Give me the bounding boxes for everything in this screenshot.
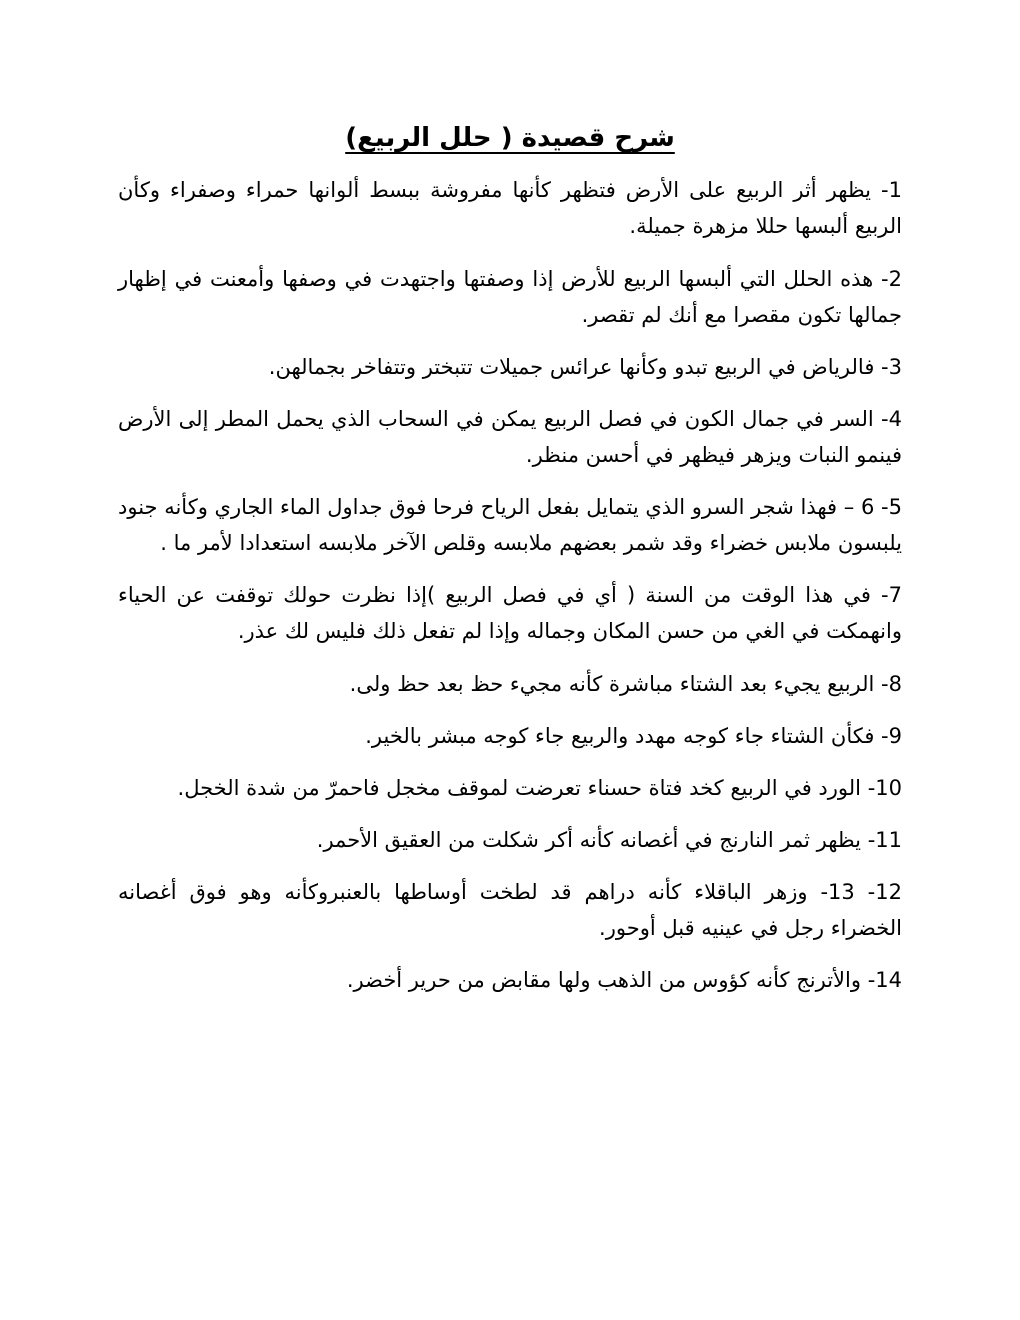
list-item <box>118 401 902 473</box>
item-number: 2- <box>881 266 902 291</box>
item-text: السر في جمال الكون في فصل الربيع يمكن في السحاب الذي يحمل المطر إلى الأرض فينمو النبات ويزهر فيظهر في أحسن منظر. <box>118 406 902 467</box>
item-number: 11- <box>867 827 902 852</box>
list-item <box>118 172 902 244</box>
item-number: 10- <box>867 775 902 800</box>
item-text: الورد في الربيع كخد فتاة حسناء تعرضت لموقف مخجل فاحمرّ من شدة الخجل. <box>177 775 861 800</box>
item-number: 7- <box>881 583 902 608</box>
item-text: فهذا شجر السرو الذي يتمايل بفعل الرياح فرحا فوق جداول الماء الجاري وكأنه جنود يلبسون ملابس خضراء وقد شمر بعضهم ملابسه وقلص الآخر ملابسه استعدادا لأمر ما . <box>118 495 902 556</box>
item-text: فكأن الشتاء جاء كوجه مهدد والربيع جاء كوجه مبشر بالخير. <box>365 723 875 748</box>
list-item <box>118 770 902 806</box>
list-item <box>118 874 902 946</box>
item-text: يظهر ثمر النارنج في أغصانه كأنه أكر شكلت من العقيق الأحمر. <box>316 827 861 852</box>
item-number: 9- <box>881 723 902 748</box>
list-item <box>118 261 902 333</box>
list-item <box>118 349 902 385</box>
list-item <box>118 718 902 754</box>
list-item <box>118 577 902 649</box>
item-number: 5- 6 – <box>843 495 902 520</box>
list-item <box>118 489 902 561</box>
list-item <box>118 962 902 998</box>
item-number: 8- <box>881 671 902 696</box>
item-number: 14- <box>867 968 902 993</box>
item-text: يظهر أثر الربيع على الأرض فتظهر كأنها مفروشة ببسط ألوانها حمراء وصفراء وكأن الربيع ألبسها حللا مزهرة جميلة. <box>118 178 902 239</box>
list-item <box>118 666 902 702</box>
item-number: 12- 13- <box>820 879 902 904</box>
item-number: 1- <box>881 178 902 203</box>
item-number: 4- <box>881 406 902 431</box>
item-text: وزهر الباقلاء كأنه دراهم قد لطخت أوساطها بالعنبروكأنه وهو فوق أغصانه الخضراء رجل في عينيه قبل أوحور. <box>118 879 902 941</box>
document-title: شرح قصيدة ( حلل الربيع) <box>345 123 675 153</box>
item-text: والأترنج كأنه كؤوس من الذهب ولها مقابض من حرير أخضر. <box>346 968 861 993</box>
item-text: هذه الحلل التي ألبسها الربيع للأرض إذا وصفتها واجتهدت في وصفها وأمعنت في إظهار جمالها تكون مقصرا مع أنك لم تقصر. <box>118 266 902 327</box>
list-item <box>118 822 902 858</box>
item-text: في هذا الوقت من السنة ( أي في فصل الربيع )إذا نظرت حولك توقفت عن الحياء وانهمكت في الغي من حسن المكان وجماله وإذا لم تفعل ذلك فليس لك عذر. <box>118 583 902 644</box>
item-text: فالرياض في الربيع تبدو وكأنها عرائس جميلات تتبختر وتتفاخر بجمالهن. <box>268 354 875 379</box>
item-number: 3- <box>881 354 902 379</box>
document-page <box>118 118 902 1014</box>
item-text: الربيع يجيء بعد الشتاء مباشرة كأنه مجيء حظ بعد حظ ولى. <box>349 671 875 696</box>
